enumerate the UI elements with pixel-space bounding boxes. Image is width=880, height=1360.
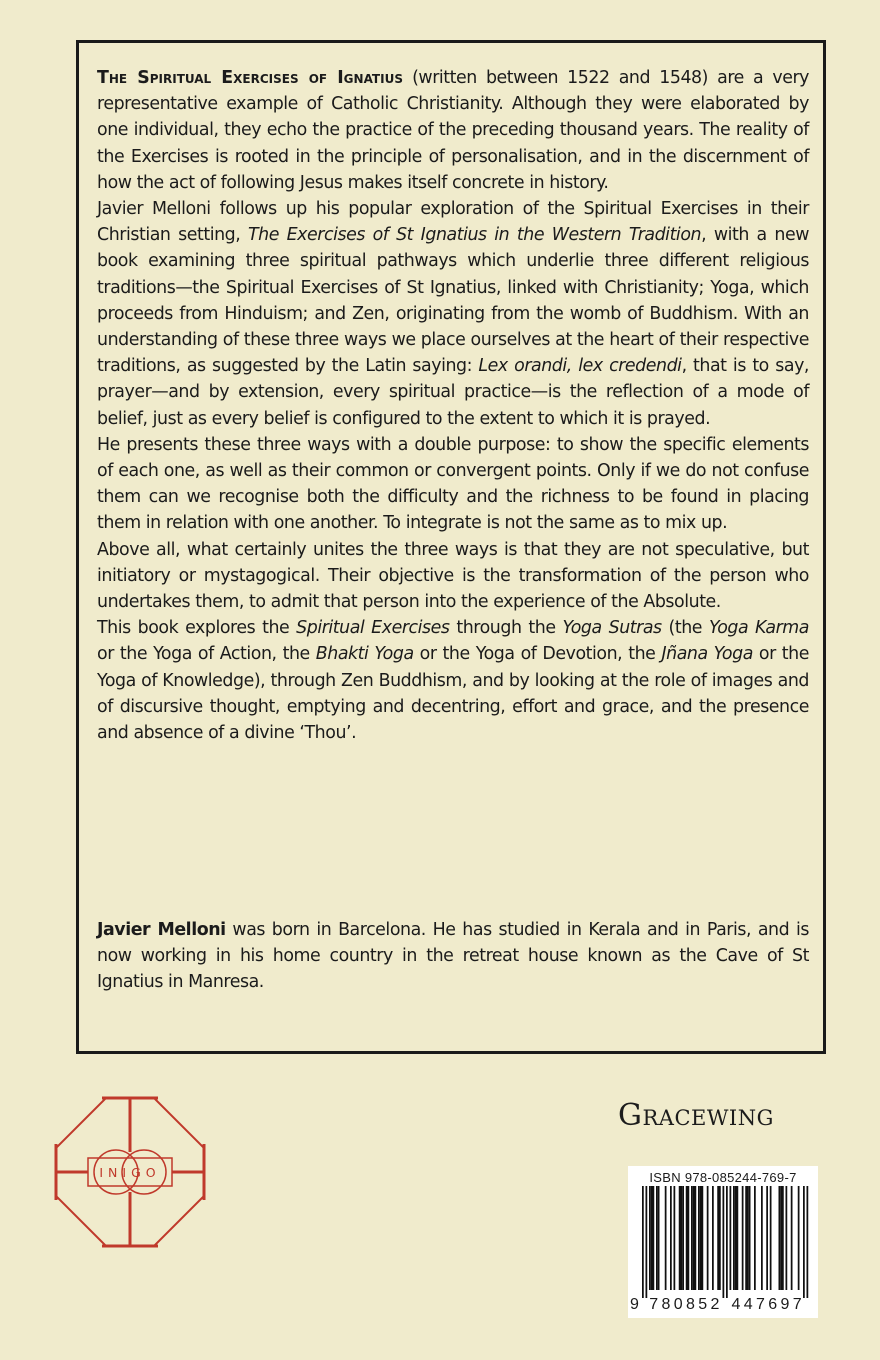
barcode-bar — [658, 1186, 660, 1290]
ean-digit: 4 — [743, 1296, 753, 1313]
inigo-logo — [48, 1090, 212, 1254]
barcode-bar — [653, 1186, 655, 1290]
barcode-bar — [719, 1186, 721, 1290]
ean-digit: 2 — [710, 1296, 720, 1313]
barcode-bar — [695, 1186, 697, 1290]
barcode-bar — [670, 1186, 672, 1290]
barcode-bar — [780, 1186, 782, 1290]
barcode-bar — [712, 1186, 714, 1290]
barcode-bar — [688, 1186, 690, 1290]
barcode-bar — [723, 1186, 725, 1298]
barcode-bars — [628, 1186, 818, 1298]
author-name: Javier Melloni — [97, 920, 226, 940]
ean-digit: 8 — [686, 1296, 695, 1313]
barcode-bar — [726, 1186, 728, 1298]
ean-digit: 8 — [661, 1296, 671, 1313]
barcode-bar — [717, 1186, 719, 1290]
barcode-bar — [698, 1186, 700, 1290]
ean-digit: 9 — [630, 1296, 639, 1313]
barcode-bar — [665, 1186, 667, 1290]
ean-digit: 7 — [649, 1296, 659, 1313]
author-bio: Javier Melloni was born in Barcelona. He has studied in Kerala and in Paris, and is now working in his home country in the retreat house known as the Cave of St Ignatius in Manresa. — [97, 920, 809, 993]
barcode-bar — [702, 1186, 704, 1290]
barcode-bar — [686, 1186, 688, 1290]
barcode-bar — [693, 1186, 695, 1290]
barcode-bar — [747, 1186, 749, 1290]
lead-title: The Spiritual Exercises of Ignatius — [97, 68, 403, 88]
barcode-bar — [742, 1186, 744, 1290]
ean-digit: 6 — [768, 1296, 778, 1313]
ean-digit: 7 — [792, 1296, 802, 1313]
description-paragraph-2: Javier Melloni follows up his popular exploration of the Spiritual Exercises in their Christian setting, The Exercises of St Ignatius in the Western Tradition, with a new book examining three spiritual pathways which underlie three different religious traditions—the Spiritual Exercises of St Ignatius, linked with Christianity; Yoga, which proceeds from Hinduism; and Zen, originating from the womb of Buddhism. With an understanding of these three ways we place ourselves at the heart of their respective traditions, as suggested by the Latin saying: Lex orandi, lex credendi, that is to say, prayer—and by extension, every spiritual practice—is the reflection of a mode of belief, just as every belief is configured to the extent to which it is prayed. — [97, 199, 809, 429]
barcode-bar — [782, 1186, 784, 1290]
barcode-bar — [679, 1186, 681, 1290]
book-title-italic: The Exercises of St Ignatius in the Western Tradition — [248, 225, 702, 246]
description-paragraph-4: Above all, what certainly unites the three ways is that they are not speculative, but initiatory or mystagogical. Their objective is the transformation of the person who undertakes them, to admit that person into the experience of the Absolute. — [97, 539, 809, 613]
barcode-bar — [733, 1186, 735, 1290]
barcode-bar — [691, 1186, 693, 1290]
barcode-bar — [803, 1186, 805, 1298]
barcode-bar — [642, 1186, 644, 1298]
ean-digit: 5 — [698, 1296, 708, 1313]
ean-digit: 0 — [673, 1296, 683, 1313]
description-paragraph-5: This book explores the Spiritual Exercises through the Yoga Sutras (the Yoga Karma or the Yoga of Action, the Bhakti Yoga or the Yoga of Devotion, the Jñana Yoga or the Yoga of Knowledge), through Zen Buddhism, and by looking at the role of images and of discursive thought, emptying and decentring, effort and grace, and the presence and absence of a divine ‘Thou’. — [97, 618, 809, 744]
barcode-bar — [649, 1186, 651, 1290]
back-cover-text-panel — [76, 40, 826, 1054]
barcode-bar — [749, 1186, 751, 1290]
book-description — [97, 65, 809, 746]
barcode-bar — [786, 1186, 788, 1290]
barcode-bar — [745, 1186, 747, 1290]
barcode-bar — [674, 1186, 676, 1290]
description-paragraph-1: The Spiritual Exercises of Ignatius (written between 1522 and 1548) are a very representative example of Catholic Christianity. Although they were elaborated by one individual, they echo the practice of the preceding thousand years. The reality of the Exercises is rooted in the principle of personalisation, and in the discernment of how the act of following Jesus makes itself concrete in history. — [97, 68, 809, 193]
barcode-bar — [682, 1186, 684, 1290]
description-paragraph-3: He presents these three ways with a double purpose: to show the specific elements of each one, as well as their common or convergent points. Only if we do not confuse them can we recognise both the difficulty and the richness to be found in placing them in relation with one another. To integrate is not the same as to mix up. — [97, 434, 809, 534]
barcode-bar — [651, 1186, 653, 1290]
isbn-label: ISBN 978-085244-769-7 — [649, 1170, 797, 1185]
barcode-bar — [798, 1186, 800, 1290]
barcode-bar — [770, 1186, 772, 1290]
barcode-bar — [735, 1186, 737, 1290]
barcode-bar — [779, 1186, 781, 1290]
barcode-bar — [681, 1186, 683, 1290]
publisher-name: Gracewing — [618, 1098, 774, 1133]
isbn-barcode — [628, 1166, 818, 1318]
ean-digit: 7 — [756, 1296, 765, 1313]
barcode-bar — [737, 1186, 739, 1290]
barcode-bar — [791, 1186, 793, 1290]
ean-digit: 9 — [780, 1296, 790, 1313]
ean-digit: 4 — [731, 1296, 741, 1313]
latin-saying: Lex orandi, lex credendi — [478, 356, 682, 377]
barcode-bar — [761, 1186, 763, 1290]
barcode-bar — [807, 1186, 809, 1298]
barcode-bar — [754, 1186, 756, 1290]
barcode-bar — [646, 1186, 648, 1298]
logo-text: INIGO — [99, 1165, 161, 1180]
barcode-bar — [700, 1186, 702, 1290]
barcode-bar — [707, 1186, 709, 1290]
barcode-bar — [766, 1186, 768, 1290]
barcode-bar — [730, 1186, 732, 1290]
barcode-bar — [656, 1186, 658, 1290]
